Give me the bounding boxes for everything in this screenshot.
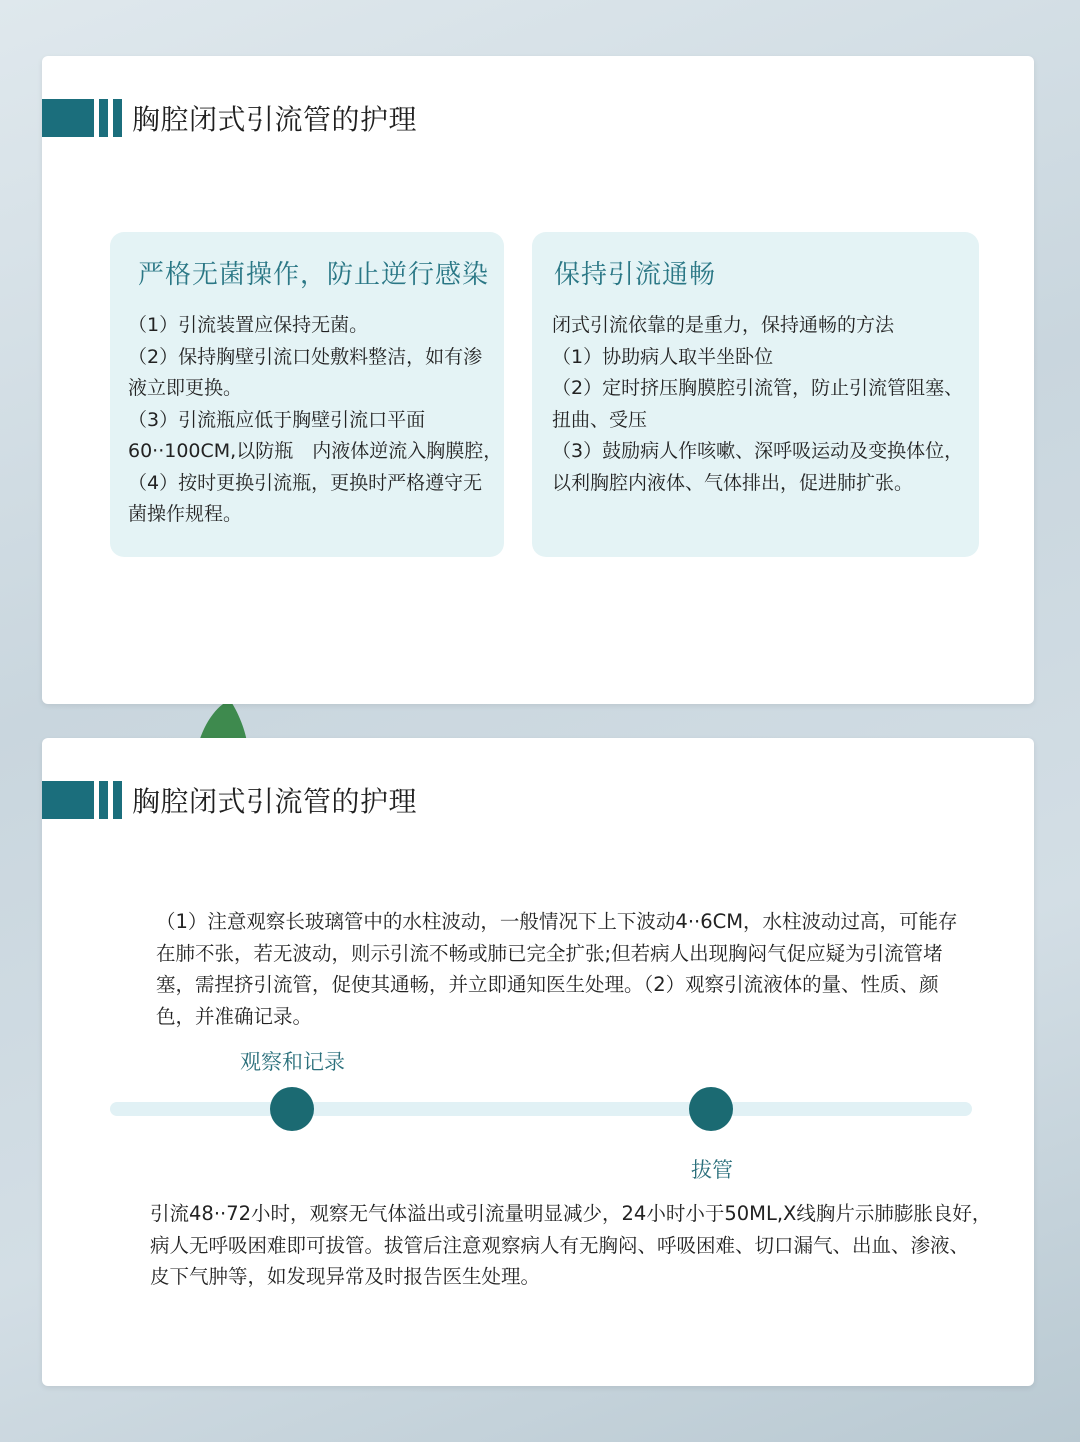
panel-title: 严格无菌操作，防止逆行感染	[138, 260, 490, 290]
text-line: 闭式引流依靠的是重力，保持通畅的方法	[552, 314, 895, 336]
section-title: 胸腔闭式引流管的护理	[132, 103, 418, 136]
text-line: 引流48··72小时，观察无气体溢出或引流量明显减少，24小时小于50ML,X线胸片示肺膨胀良好，	[150, 1202, 992, 1225]
section-heading	[42, 98, 417, 138]
text-line: 色，并准确记录。	[156, 1004, 313, 1028]
text-line: 皮下气肿等，如发现异常及时报告医生处理。	[150, 1265, 541, 1288]
timeline-label-remove: 拔管	[691, 1158, 733, 1182]
timeline-track	[110, 1102, 972, 1116]
aseptic-panel	[110, 232, 504, 557]
patency-panel	[532, 232, 979, 557]
card-drainage-care-2	[42, 738, 1034, 1386]
text-line: （2）定时挤压胸膜腔引流管，防止引流管阻塞、	[552, 377, 964, 399]
text-line: （3）引流瓶应低于胸壁引流口平面	[128, 408, 426, 431]
timeline-dot-icon	[689, 1087, 733, 1131]
text-line: 在肺不张，若无波动，则示引流不畅或肺已完全扩张;但若病人出现胸闷气促应疑为引流管堵	[156, 941, 943, 965]
text-line: 菌操作规程。	[128, 503, 243, 525]
panel-body	[552, 310, 965, 499]
heading-bar-icon	[42, 781, 94, 819]
section-title: 胸腔闭式引流管的护理	[132, 785, 418, 818]
text-line: （1）协助病人取半坐卧位	[552, 345, 774, 368]
heading-bar-icon	[99, 781, 108, 819]
observe-paragraph	[156, 906, 958, 1032]
text-line: （3）鼓励病人作咳嗽、深呼吸运动及变换体位，	[552, 440, 964, 462]
text-line: （4）按时更换引流瓶，更换时严格遵守无	[128, 471, 483, 494]
removal-paragraph	[150, 1198, 992, 1293]
timeline-dot-icon	[270, 1087, 314, 1131]
text-line: 以利胸腔内液体、气体排出，促进肺扩张。	[552, 471, 914, 494]
text-line: 扭曲、受压	[552, 408, 648, 431]
text-line: 液立即更换。	[128, 377, 243, 399]
text-line: 塞，需捏挤引流管，促使其通畅，并立即通知医生处理。（2）观察引流液体的量、性质、颜	[156, 973, 939, 996]
text-line: （1）引流装置应保持无菌。	[128, 314, 369, 336]
heading-bar-icon	[42, 99, 94, 137]
panel-body	[128, 310, 503, 531]
text-line: 病人无呼吸困难即可拔管。拔管后注意观察病人有无胸闷、呼吸困难、切口漏气、出血、渗液、	[150, 1233, 970, 1257]
card-drainage-care-1	[42, 56, 1034, 704]
panel-title: 保持引流通畅	[554, 260, 717, 290]
heading-bar-icon	[113, 781, 122, 819]
timeline-label-observe: 观察和记录	[240, 1050, 345, 1074]
text-line: 60··100CM,以防瓶 内液体逆流入胸膜腔，	[128, 440, 503, 462]
heading-bar-icon	[99, 99, 108, 137]
text-line: （2）保持胸壁引流口处敷料整洁，如有渗	[128, 345, 483, 368]
heading-bar-icon	[113, 99, 122, 137]
text-line: （1）注意观察长玻璃管中的水柱波动，一般情况下上下波动4··6CM，水柱波动过高，可能存	[156, 910, 958, 933]
section-heading	[42, 780, 417, 820]
